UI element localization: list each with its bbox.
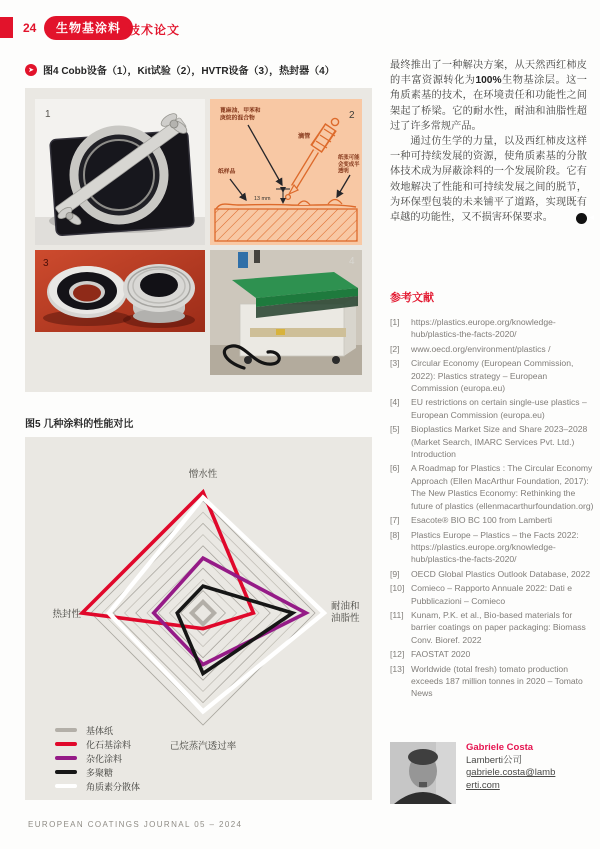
label-translucent: 纸张可能会变成半透明 [338,155,360,175]
radar-axis-label: 热封性 [52,609,81,620]
legend-label: 化石基涂料 [86,739,132,750]
reference-item [390,396,595,421]
reference-number: [12] [390,649,405,660]
reference-text: OECD Global Plastics Outlook Database, 2022 [411,568,591,579]
photo-heat-sealer [210,250,362,375]
legend-item [55,751,140,765]
article-body [390,58,595,225]
references-list [390,316,595,700]
figure4-caption: 图4 Cobb设备（1），Kit试验（2），HVTR设备（3），热封器（4） [43,66,335,77]
reference-text: A Roadmap for Plastics : The Circular Economy Approach (Ellen MacArthur Foundation, 2017): The New Plastics Economy: Rethinking the future of plastics (ellenmacarthurfoundation.org) [411,463,594,511]
author-block [390,742,595,804]
paragraph-1: 最终推出了一种解决方案，从天然西红柿皮的丰富资源转化为100%生物基涂层。这一角质素基的技术，在环境责任和功能性之间架起了桥梁。它的耐水性，耐油和油脂性超过了许多常规产品。 [390,60,587,132]
radar-axis-label: 耐油和油脂性 [331,601,360,624]
legend-label: 角质素分散体 [86,781,141,792]
paragraph-2: 通过仿生学的力量，以及西红柿皮这样一种可持续发展的资源，使角质素基的分散体技术成为屏蔽涂料的一个发展阶段。它有效地解决了性能和可持续发展之间的脱节，为环保型包装的未来铺平了道路，实现既有卓越的功能性，又不损害环保要求。 ◀ [390,136,595,224]
reference-text: Circular Economy (European Commission, 2022): Plastics strategy – European Commission (europa.eu) [411,358,574,394]
portrait-hair [408,749,438,765]
photo-cobb-apparatus [35,99,205,245]
reference-number: [3] [390,358,400,369]
heat-sealer-machine [232,272,358,364]
radar-series-化石基涂料 [82,492,253,629]
radar-grid-ring [158,568,248,658]
reference-number: [4] [390,397,400,408]
reference-item [390,648,595,660]
reference-number: [6] [390,463,400,474]
figure4-caption-row [25,62,375,77]
hvtr-ring-flat [47,266,127,318]
reference-text: Kunam, P.K. et al., Bio-based materials for barrier coatings on paper packaging: Biomass Conv. Bioref. 2022 [411,609,586,645]
photo3-number: 3 [43,258,49,269]
photo-hvtr-device [35,250,205,332]
portrait-goatee [419,782,427,787]
reference-item [390,423,595,460]
author-name: Gabriele Costa [466,742,534,753]
label-sample: 纸样品 [218,169,236,175]
author-info [466,742,558,804]
article-type-label: 技术论文 [128,23,181,37]
references-section [390,289,595,702]
figure5-panel [25,437,372,800]
figure-marker-arrow-icon: ➤ [25,64,37,76]
reference-number: [10] [390,583,405,594]
legend-item [55,765,140,779]
end-of-article-icon: ◀ [576,213,587,224]
radar-grid [91,501,315,725]
radar-grid-ring [113,523,292,702]
radar-grid-ring [192,602,214,624]
reference-number: [8] [390,529,400,540]
falling-droplet [286,195,291,200]
reference-text: Esacote® BIO BC 100 from Lamberti [411,515,553,526]
radar-series-基体纸 [192,602,214,624]
reference-item [390,529,595,566]
diagram-number: 2 [349,110,355,121]
legend-item [55,779,140,793]
radar-grid-ring [102,512,304,714]
blue-clamp [238,252,248,268]
reference-item [390,357,595,394]
reference-text: Comieco – Rapporto Annuale 2022: Dati e Pubblicazioni – Comieco [411,583,572,606]
reference-number: [13] [390,663,405,674]
page-number: 24 [23,21,37,35]
legend-swatch [55,756,77,760]
author-email-link[interactable]: gabriele.costa@lamberti.com [466,767,556,791]
reference-text: www.oecd.org/environment/plastics / [411,343,551,354]
photo4-number: 4 [349,256,355,267]
author-portrait [390,742,456,804]
reference-item [390,316,595,341]
figure4-panel [25,88,372,392]
legend-swatch [55,728,77,732]
author-company: Lamberti公司 [466,754,522,766]
reference-number: [11] [390,609,404,620]
table-surface-hatch [215,209,357,241]
reference-item [390,462,595,512]
reference-item [390,568,595,580]
reference-text: Bioplastics Market Size and Share 2023–2028 (Market Search, IMARC Services Pvt. Ltd.) Introduction [411,424,588,460]
chart-legend [55,723,140,793]
reference-number: [2] [390,343,400,354]
legend-swatch [55,742,77,746]
legend-label: 多聚糖 [86,767,114,778]
legend-swatch [55,784,77,788]
figure5-caption: 图5 几种涂料的性能对比 [25,419,134,430]
photo1-number: 1 [45,109,51,120]
kit-test-diagram [210,99,362,245]
reference-text: Worldwide (total fresh) tomato production exceeds 187 million tonnes in 2020 – Tomato News [411,663,583,699]
reference-text: EU restrictions on certain single-use plastics – European Commission (europa.eu) [411,397,587,420]
reference-number: [5] [390,424,400,435]
reference-item [390,343,595,355]
reference-text: https://plastics.europe.org/knowledge-hub/plastics-the-facts-2020/ [411,317,556,340]
legend-item [55,737,140,751]
radar-series-layer [82,492,324,712]
label-dropper: 滴管 [298,133,311,140]
references-title: 参考文献 [390,292,434,304]
page-edge-tab [0,17,13,38]
reference-text: FAOSTAT 2020 [411,649,471,660]
reference-text: Plastics Europe – Plastics – the Facts 2022: https://plastics.europe.org/knowledge-hub/plastics-the-facts-2020/ [411,529,579,565]
radar-axis-label: 己烷蒸汽透过率 [169,741,237,752]
label-mixture: 蓖麻油，甲苯和庚烷的混合物 [220,108,261,122]
journal-footer: EUROPEAN COATINGS JOURNAL 05 – 2024 [28,820,243,829]
reference-number: [7] [390,515,400,526]
legend-swatch [55,770,77,774]
legend-item [55,723,140,737]
section-badge: 生物基涂料 [44,16,133,40]
reference-item [390,514,595,526]
legend-label: 基体纸 [86,725,114,736]
reference-item [390,663,595,700]
reference-item [390,582,595,607]
reference-number: [1] [390,317,400,327]
reference-number: [9] [390,568,400,579]
radar-axis-label: 憎水性 [188,469,218,480]
label-height: 13 mm [254,196,271,202]
legend-label: 杂化涂料 [86,753,123,764]
reference-item [390,609,595,646]
